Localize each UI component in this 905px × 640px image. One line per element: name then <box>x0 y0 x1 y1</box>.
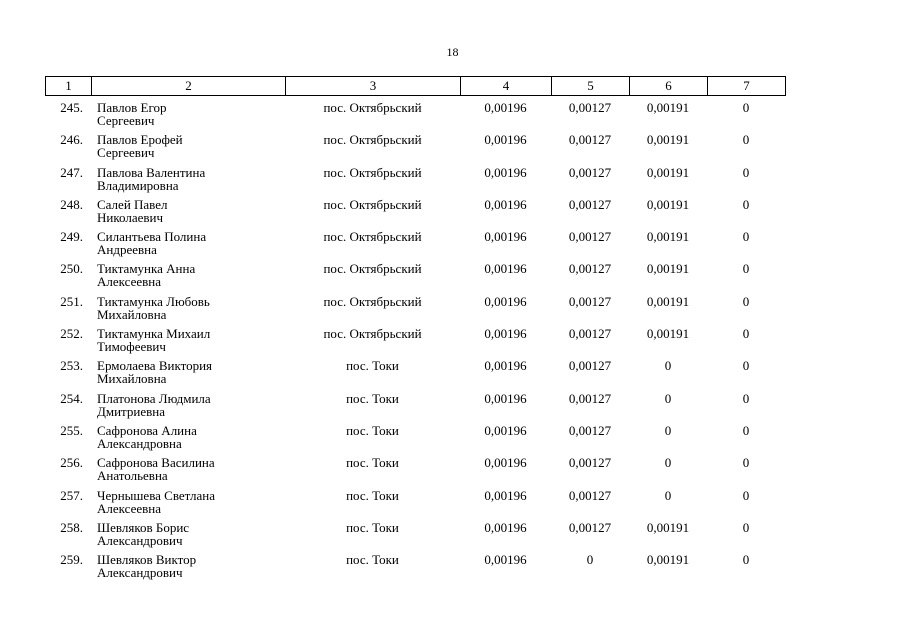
name-line-1: Шевляков Борис <box>97 519 190 535</box>
table-row <box>45 392 785 424</box>
row-number: 253. <box>60 358 83 374</box>
name-line-1: Павлова Валентина <box>97 164 206 180</box>
value-col-4: 0,00196 <box>484 455 527 471</box>
name-line-2: Александровна <box>97 435 182 451</box>
value-col-5: 0,00127 <box>568 326 612 342</box>
table-row <box>45 456 785 488</box>
name-line-1: Тиктамунка Михаил <box>97 326 211 342</box>
row-number: 250. <box>60 261 83 277</box>
value-col-7: 0 <box>742 422 750 438</box>
person-name <box>97 553 287 579</box>
value-col-7: 0 <box>742 100 750 115</box>
table-row <box>45 262 785 294</box>
value-col-6: 0,00191 <box>646 261 690 277</box>
person-name <box>97 392 287 418</box>
row-number: 257. <box>60 487 83 503</box>
value-col-7: 0 <box>742 261 750 277</box>
name-line-1: Салей Павел <box>97 196 168 212</box>
settlement: пос. Октябрьский <box>323 261 422 277</box>
table-row <box>45 133 785 165</box>
value-col-7: 0 <box>742 326 750 342</box>
settlement: пос. Октябрьский <box>323 293 422 309</box>
value-col-5: 0,00127 <box>568 358 612 374</box>
value-col-6: 0,00191 <box>646 164 690 180</box>
column-header-7: 7 <box>708 77 786 96</box>
table-row <box>45 198 785 230</box>
name-line-2: Николаевич <box>97 209 163 225</box>
row-number: 255. <box>60 422 83 438</box>
name-line-2: Дмитриевна <box>97 403 165 419</box>
name-line-2: Михайловна <box>97 306 167 322</box>
person-name <box>97 424 287 450</box>
column-header-4: 4 <box>461 77 552 96</box>
row-number: 258. <box>60 519 83 535</box>
value-col-5: 0,00127 <box>568 164 612 180</box>
column-header-2: 2 <box>92 77 286 96</box>
table-row <box>45 489 785 521</box>
value-col-4: 0,00196 <box>484 229 527 245</box>
settlement: пос. Токи <box>346 487 399 503</box>
value-col-6: 0,00191 <box>646 100 690 115</box>
person-name <box>97 198 287 224</box>
settlement: пос. Токи <box>346 455 399 471</box>
row-number: 248. <box>60 196 83 212</box>
name-line-1: Тиктамунка Анна <box>97 261 196 277</box>
table-row <box>45 359 785 391</box>
value-col-6: 0,00191 <box>646 196 690 212</box>
settlement: пос. Токи <box>346 552 399 568</box>
name-line-2: Александрович <box>97 565 183 581</box>
row-number: 252. <box>60 326 83 342</box>
value-col-5: 0,00127 <box>568 293 612 309</box>
settlement: пос. Октябрьский <box>323 229 422 245</box>
row-number: 254. <box>60 390 83 406</box>
value-col-6: 0 <box>664 487 672 503</box>
row-number: 259. <box>60 552 83 568</box>
value-col-5: 0,00127 <box>568 100 612 115</box>
row-number: 247. <box>60 164 83 180</box>
settlement: пос. Токи <box>346 519 399 535</box>
value-col-6: 0,00191 <box>646 552 690 568</box>
name-line-1: Ермолаева Виктория <box>97 358 213 374</box>
person-name <box>97 230 287 256</box>
name-line-1: Павлов Ерофей <box>97 132 183 148</box>
value-col-6: 0 <box>664 422 672 438</box>
name-line-2: Владимировна <box>97 177 179 193</box>
table-body <box>45 101 785 585</box>
settlement: пос. Токи <box>346 358 399 374</box>
value-col-4: 0,00196 <box>484 487 527 503</box>
value-col-7: 0 <box>742 164 750 180</box>
value-col-7: 0 <box>742 552 750 568</box>
name-line-1: Платонова Людмила <box>97 390 211 406</box>
value-col-7: 0 <box>742 293 750 309</box>
value-col-4: 0,00196 <box>484 196 527 212</box>
value-col-5: 0,00127 <box>568 261 612 277</box>
value-col-7: 0 <box>742 487 750 503</box>
name-line-1: Силантьева Полина <box>97 229 207 245</box>
table-row <box>45 166 785 198</box>
settlement: пос. Токи <box>346 422 399 438</box>
name-line-2: Андреевна <box>97 242 157 258</box>
settlement: пос. Октябрьский <box>323 196 422 212</box>
name-line-1: Сафронова Алина <box>97 422 197 438</box>
value-col-4: 0,00196 <box>484 132 527 148</box>
value-col-4: 0,00196 <box>484 552 527 568</box>
person-name <box>97 359 287 385</box>
name-line-2: Сергеевич <box>97 113 155 128</box>
column-header-1: 1 <box>46 77 92 96</box>
value-col-4: 0,00196 <box>484 422 527 438</box>
name-line-2: Михайловна <box>97 371 167 387</box>
row-number: 249. <box>60 229 83 245</box>
value-col-6: 0 <box>664 358 672 374</box>
value-col-6: 0,00191 <box>646 326 690 342</box>
value-col-4: 0,00196 <box>484 100 527 115</box>
value-col-4: 0,00196 <box>484 293 527 309</box>
person-name <box>97 166 287 192</box>
value-col-4: 0,00196 <box>484 164 527 180</box>
value-col-7: 0 <box>742 390 750 406</box>
value-col-4: 0,00196 <box>484 519 527 535</box>
column-header-table <box>45 76 786 96</box>
page-number: 18 <box>446 45 459 59</box>
settlement: пос. Октябрьский <box>323 326 422 342</box>
name-line-1: Сафронова Василина <box>97 455 215 471</box>
value-col-6: 0 <box>664 455 672 471</box>
name-line-2: Алексеевна <box>97 500 161 516</box>
person-name <box>97 456 287 482</box>
name-line-2: Алексеевна <box>97 274 161 290</box>
person-name <box>97 489 287 515</box>
value-col-5: 0,00127 <box>568 390 612 406</box>
value-col-5: 0,00127 <box>568 229 612 245</box>
table-row <box>45 521 785 553</box>
column-header-5: 5 <box>552 77 630 96</box>
value-col-5: 0,00127 <box>568 422 612 438</box>
value-col-4: 0,00196 <box>484 261 527 277</box>
table-row <box>45 295 785 327</box>
person-name <box>97 295 287 321</box>
column-header-6: 6 <box>630 77 708 96</box>
name-line-1: Шевляков Виктор <box>97 552 197 568</box>
settlement: пос. Октябрьский <box>323 100 422 115</box>
table-row <box>45 424 785 456</box>
person-name <box>97 262 287 288</box>
column-header-row <box>46 77 786 96</box>
row-number: 245. <box>60 100 83 115</box>
value-col-7: 0 <box>742 455 750 471</box>
value-col-5: 0,00127 <box>568 132 612 148</box>
value-col-5: 0,00127 <box>568 519 612 535</box>
person-name <box>97 521 287 547</box>
value-col-6: 0,00191 <box>646 293 690 309</box>
name-line-2: Сергеевич <box>97 145 155 161</box>
person-name <box>97 327 287 353</box>
row-number: 246. <box>60 132 83 148</box>
value-col-7: 0 <box>742 229 750 245</box>
name-line-2: Анатольевна <box>97 468 168 484</box>
name-line-2: Тимофеевич <box>97 339 166 355</box>
value-col-4: 0,00196 <box>484 390 527 406</box>
value-col-6: 0,00191 <box>646 519 690 535</box>
table-row <box>45 230 785 262</box>
value-col-5: 0,00127 <box>568 455 612 471</box>
settlement: пос. Токи <box>346 390 399 406</box>
value-col-7: 0 <box>742 519 750 535</box>
settlement: пос. Октябрьский <box>323 164 422 180</box>
name-line-2: Александрович <box>97 532 183 548</box>
value-col-5: 0,00127 <box>568 487 612 503</box>
person-name <box>97 101 287 127</box>
value-col-7: 0 <box>742 358 750 374</box>
value-col-7: 0 <box>742 196 750 212</box>
settlement: пос. Октябрьский <box>323 132 422 148</box>
table-row <box>45 101 785 133</box>
person-name <box>97 133 287 159</box>
name-line-1: Павлов Егор <box>97 100 167 115</box>
row-number: 256. <box>60 455 83 471</box>
value-col-5: 0 <box>586 552 594 568</box>
value-col-6: 0,00191 <box>646 229 690 245</box>
value-col-7: 0 <box>742 132 750 148</box>
table-row <box>45 553 785 585</box>
row-number: 251. <box>60 293 83 309</box>
name-line-1: Тиктамунка Любовь <box>97 293 210 309</box>
table-row <box>45 327 785 359</box>
value-col-4: 0,00196 <box>484 358 527 374</box>
value-col-5: 0,00127 <box>568 196 612 212</box>
value-col-6: 0,00191 <box>646 132 690 148</box>
name-line-1: Чернышева Светлана <box>97 487 216 503</box>
value-col-6: 0 <box>664 390 672 406</box>
column-header-3: 3 <box>286 77 461 96</box>
value-col-4: 0,00196 <box>484 326 527 342</box>
